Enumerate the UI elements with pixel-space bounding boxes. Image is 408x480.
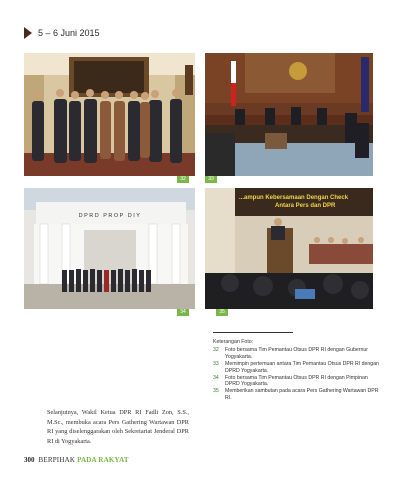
- caption-text: Foto bersama Tim Pemantau Otsus DPR RI dengan Pimpinan DPRD Yogyakarta.: [225, 374, 368, 388]
- caption-item: [213, 388, 383, 402]
- caption-number: 33: [213, 360, 219, 367]
- banner-subtext: Antara Pers dan DPR: [275, 203, 336, 209]
- photo-governor-meeting: [24, 53, 195, 176]
- caption-number: 32: [213, 346, 219, 353]
- page-header: [24, 27, 100, 39]
- page-footer: [24, 456, 129, 464]
- caption-number: 34: [213, 374, 219, 381]
- caption-item: [213, 375, 383, 389]
- caption-divider: [213, 332, 293, 333]
- caption-text: Memimpin pertemuan antara Tim Pemantau Otsus DPR RI dengan DPRD Yogyakarta.: [225, 360, 379, 374]
- photo-number-badge: 34: [177, 309, 189, 316]
- footer-brand: [39, 456, 129, 464]
- building-sign-text: DPRD PROP DIY: [78, 213, 142, 219]
- caption-item: [213, 347, 383, 361]
- photo-dprd-building: [24, 188, 195, 309]
- caption-text: Foto bersama Tim Pemantau Otsus DPR RI dengan Gubernur Yogyakarta.: [225, 346, 369, 360]
- photo-number-badge: 33: [205, 176, 217, 183]
- banner-text: ...ampun Kebersamaan Dengan Check: [239, 195, 349, 201]
- photo-number-badge: 32: [177, 176, 189, 183]
- caption-number: 35: [213, 388, 219, 395]
- triangle-marker-icon: [24, 27, 32, 39]
- body-paragraph: Selanjutnya, Wakil Ketua DPR RI Fadli Zon, S.S., M.Sc., membuka acara Pers Gathering Wartawan DPR RI yang diselenggarakan oleh Sekretariat Jenderal DPR RI di Yogyakarta.: [47, 409, 189, 446]
- brand-part1: BERPIHAK: [38, 456, 76, 464]
- photo-captions: [213, 339, 383, 402]
- photo-press-gathering: [205, 188, 373, 309]
- photo-dprd-meeting: [205, 53, 373, 176]
- captions-title: Keterangan Foto:: [213, 339, 254, 345]
- brand-part2: PADA RAKYAT: [77, 456, 129, 464]
- caption-text: Memberikan sambutan pada acara Pers Gathering Wartawan DPR RI.: [225, 388, 379, 402]
- page-date: 5 – 6 Juni 2015: [38, 28, 100, 38]
- page-number: 300: [24, 456, 35, 464]
- photo-number-badge: 35: [216, 309, 228, 316]
- caption-item: [213, 361, 383, 375]
